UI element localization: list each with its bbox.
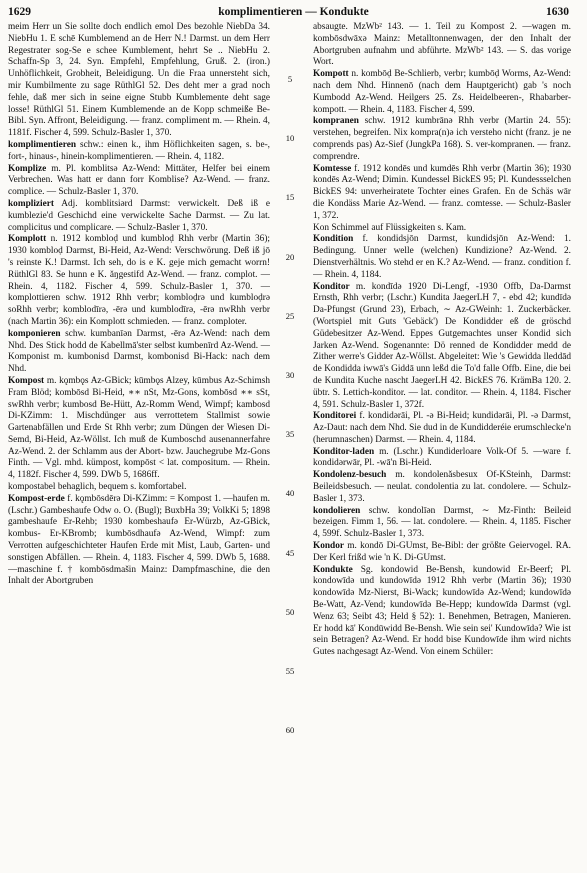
entry-text: m. (Lschr.) Kundiderloare Volk-Of 5. —ware f. kondidərwār, Pl. -wā'n Bi-Heid. — [313, 446, 571, 469]
running-header: komplimentieren — Kondukte — [218, 6, 369, 18]
line-number: 60 — [285, 725, 295, 736]
entry-headword: kondolieren — [313, 505, 361, 516]
line-number: 15 — [285, 192, 295, 203]
entry-headword: Kondolenz-besuch — [313, 470, 387, 481]
entry-text: n. 1912 kombloḍ und kumbloḍ Rhh verbr (Martin 36); 1930 kombloḍ Darmst, Bi-Heid, Az-Wend: Verschwörung. Deß iß jō 's reinste K.! Darmst. Ich seh, do is e K. geje mich gemacht worrn! RüthlGl 83. Se hunn e K. ăŋgestifd Az-Wend. — franz. complot. — Rhein. 4, 1182. Fischer 4, 599. Schulz-Basler 1, 370. — komplottieren schw. 1912 Rhh verbr; kombloḍrə und kumbloḍrə soRhh verbr; komblodīrə, -ērə und kumblodīrə, -ērə nwRhh verbr (nach Martin 36): ein Komplott schmieden. — franz. comploter. — [8, 234, 270, 327]
dictionary-entry — [313, 69, 571, 116]
dictionary-entry — [313, 565, 571, 659]
dictionary-entry — [8, 482, 270, 494]
entry-headword: Kondukte — [313, 564, 353, 575]
entry-text: m. kondō Di-GUmst, Be-Bibl: der größte Geiervogel. RA. Der Kerl frißd wie 'n K. Di-GUmst. — [313, 541, 571, 563]
entry-text: m. kǫmbǫs Az-GBick; kūmbǫs Alzey, kūmbus Az-Schimsh Fram Blöd; kombōsd Bi-Heid, ∗∗ nSt, Mz-Gons, kombōsd ∗∗ sSt, swRhh verbr; kumbosd Be-Hütt, Az-Romm Wend, Wimpf; kambosd Di-KZimm: 1. Mischdünger aus verrottetem Stallmist sowie Gartenabfällen und Erde St Rhh verbr; zum Düngen der Wiesen Di-Semd, Bi-Heid, Az-Wöllst. Ich muß de Kumboschd ausenannerfahre Az-Wend. 2. der Schlamm aus der Abort- bzw. Jauchegrube Mz-Gons Finth. — Vgl. mhd. kümpost, kompōst < lat. compositum. — Rhein. 4, 1182f. Fischer 4, 599. DWb 5, 1686ff. — [8, 375, 270, 481]
dictionary-entry — [313, 470, 571, 505]
line-number: 50 — [285, 606, 295, 617]
entry-text: schw. kondolīən Darmst, ∼ Mz-Finth: Beileid bezeigen. Fimm 1, 56. — lat. condolere. — Rhein. 4, 1185. Fischer 4, 599f. Schulz-Basler 1, 373. — [313, 505, 571, 540]
dictionary-entry — [8, 329, 270, 376]
line-number: 5 — [287, 74, 293, 84]
entry-text: schw.: einen k., ihm Höflichkeiten sagen, s. be-, fort-, hinaus-, hinein-komplimentieren. — Rhein. 4, 1182. — [8, 139, 270, 162]
line-number: 40 — [285, 488, 295, 499]
entry-text: absaugte. MzWb² 143. — 1. Teil zu Kompost 2. —wagen m. kombōsdwāxə Mainz: Metalltonnenwagen, der den Inhalt der Abortgruben aufnahm und abführte. MzWb² 143. — S. das vorige Wort. — [313, 22, 571, 68]
page-number-right: 1630 — [546, 6, 569, 18]
entry-text: m. kondīdə 1920 Di-Lengf, -1930 Offb, Da-Darmst Ernsth, Rhh verbr; (Lschr.) Kundita JaegerLH 7, - ebd 42; kundīdə Da-Pfungst (Grund 23), Erbach, ∼ Az-GWeinh: 1. Zuckerbäcker. (Wortspiel mit Guts 'Gebäck') De Kondidder eß de gröschd Güdebesitzer Az-Wend. Eppes Gutgemachtes unser Kondid sich Jarken Az-Wend. Sogenannte: Dö renned de Kondidder medd de Zither werre's Gidder Az-Wöllst. Abgeleitet: Wie 's Gewidda lleddād de Kondidda iwwā's Giddā unn leßd die To'd falle Offb. Eine, die bei de Kundita Kuche nascht JaegerLH 42. BickES 76. KrämBa 120. 2. übtr. S. Lettich-konditor. — lat. conditor. — Rhein. 4, 1184. Fischer 4, 591. Schulz-Basler 1, 372f. — [313, 281, 571, 410]
entry-text: Sg. kondowid Be-Bensh, kundowid Er-Beerf; Pl. kondowīdə und kundowīdə 1912 Rhh verbr (Martin 36); 1930 kondowīdə Mz-Nierst, Bi-Wack; kundowīdə Az-Wend; kundowīdə Be-Watt, Az-Vend; kundowīdə Be-Hepp; kundowīdə Darmst (vgl. Wenz 63; Seibt 43; Held § 52): 1. Benehmen, Betragen, Manieren. Er hodd kā' Kondūwidd Be-Bensh. Wie sein sei' Kundowīdə? Wie ist sein Betragen? Az-Wend. Er hodd bise Kundowīde ihm wird nichts Gutes nachgesagt Az-Wend. Von einem Schüler: — [313, 564, 571, 658]
dictionary-entry — [8, 22, 270, 140]
dictionary-entry — [8, 199, 270, 234]
entry-headword: kompranen — [313, 116, 359, 127]
entry-headword: Komplott — [8, 234, 47, 245]
entry-headword: komponieren — [8, 328, 61, 339]
entry-headword: Kompost — [8, 375, 45, 386]
entry-text: f. kondidsjōn Darmst, kundidsjōn Az-Wend: 1. Bedingung. Unner welle (welchen) Kundizione? Az-Wend. 2. Dienstverhältnis. Wo stehd er en K.? Az-Wend. — franz. condition f. — Rhein. 4, 1184. — [313, 234, 571, 280]
dictionary-entry — [313, 116, 571, 163]
line-number: 30 — [285, 370, 295, 380]
entry-headword: Konditor — [313, 281, 350, 292]
dictionary-entry — [8, 234, 270, 328]
dictionary-entry — [8, 376, 270, 482]
entry-headword: Konditor-laden — [313, 446, 375, 457]
dictionary-entry — [313, 447, 571, 471]
entry-headword: kompliziert — [8, 198, 54, 209]
entry-text: schw. kumbanīən Darmst, -ērə Az-Wend: nach dem Nhd. Des Stick hodd de Kabellmā'ster selbst kumbenīrd Az-Wend. — Komponist m. kumbonisd Darmst, kombonisd Bi-Hack: nach dem Nhd. — [8, 328, 270, 375]
entry-text: Adj. komblitsiərd Darmst: verwickelt. Deß iß e kumblezie'd Geschichd eine verwickelte Sache Darmst. — Zu lat. complicitus und complicare. — Schulz-Basler 1, 370. — [8, 198, 270, 233]
entry-text: f. 1912 kondēs und kumdēs Rhh verbr (Martin 36); 1930 kondēs Az-Wend; Dimin. Kundessel BickES 95; Pl. Kundessselchen BickES 94: unverheiratete Tochter eines Grafen. En de Schäs wār die Kondäss Marie Az-Wend. — franz. comtesse. — Schulz-Basler 1, 372. — [313, 163, 571, 221]
dictionary-entry — [313, 22, 571, 69]
entry-text: f. kondidərāi, Pl. -ə Bi-Heid; kundidərāi, Pl. -ə Darmst, Az-Daut: nach dem Nhd. Sie dud in de Kundidderéie erumschlecke'n (herumnaschen) Darmst. — Rhein. 4, 1184. — [313, 411, 571, 445]
line-number: 20 — [285, 251, 295, 262]
entry-text: Kon Schimmel auf Flüssigkeiten s. Kam. — [313, 222, 467, 233]
entry-headword: Komtesse — [313, 163, 352, 174]
entry-text: f. kǫmbōsdērə Di-KZimm: = Kompost 1. —haufen m. (Lschr.) Gambeshaufe Odw o. O. (Bugl); BuxbHa 39; VolkKi 5; 1898 gambeshaufe Er-Rehb; 1930 kombeshaufə Er-Würzb, Az-GBick, kombus- Er-KBromb; kumbōsdhaufə Az-Wend, Wimpf: zum Verrotten aufgeschichteter Haufen Erde mit Mist, Laub, Garten- und sonstigen Abfällen. — Rhein. 4, 1183. Fischer 4, 599. DWb 5, 1688. —maschine f. † kombōsdmašin Mainz: Dampfmaschine, die den Inhalt der Abortgruben — [8, 493, 270, 587]
dictionary-entry — [313, 541, 571, 565]
right-column — [313, 22, 571, 868]
line-number: 25 — [285, 310, 295, 321]
entry-text: n. kombōḍ Be-Schlierb, verbr; kumbōḍ Worms, Az-Wend: nach dem Nhd. Hinnenō (nach dem Hauptgericht) gab 's noch Kumbodd Az-Wend. Heilgers 25. Zs. Heidelbeeren-, Rhabarber-kompott. — Rhein. 4, 1183. Fischer 4, 599. — [313, 69, 571, 115]
line-number: 55 — [285, 666, 295, 676]
entry-text: meim Herr un Sie sollte doch endlich emol Des bezohle NiebDa 34. NiebHu 1. E schē Kumblemend an de Herr N.! Darmst. un dem Herr Regestrater sog-Se e schee Kumblement, hehrt Se .. NiebHu 2. Schaffn-Sp 3, 24. Syn. Empfehl, Empfehlung, Gruß. 2. (iron.) Unhöflichkeit, Grobheit, Beleidigung. Un die Fraa unnersteht sich, mir Kumbilmente zu sage RüthlGl 52. Des deht mer a grad noch fehle, daß mer sich in seine eigne Stubb Kumblemente deht sage losse! RüthlGl 51. Einem Kumblemende an de Kopp schmeiße Be-Bibl. Syn. Affront, Beleidigung. — franz. compliment m. — Rhein. 4, 1181f. Fischer 4, 599. Schulz-Basler 1, 370. — [8, 22, 270, 139]
line-number: 10 — [285, 133, 295, 144]
entry-headword: Komplize — [8, 163, 47, 174]
dictionary-entry — [8, 494, 270, 588]
entry-text: m. kondolenǎsbesux Of-KSteinh, Darmst: Beileidsbesuch. — neulat. condolentia zu lat. condolere. — Schulz-Basler 1, 373. — [313, 470, 571, 504]
entry-headword: Kompost-erde — [8, 493, 65, 504]
page-number-left: 1629 — [8, 6, 31, 18]
dictionary-entry — [313, 282, 571, 412]
line-number-gutter — [280, 0, 308, 873]
entry-headword: Kompott — [313, 69, 349, 80]
entry-text: m. Pl. komblitsə Az-Wend: Mittäter, Helfer bei einem Verbrechen. Was hatt er dann forr Komblise? Az-Wend. — franz. complice. — Schulz-Basler 1, 370. — [8, 163, 270, 198]
dictionary-entry — [313, 223, 571, 235]
line-number: 45 — [285, 547, 295, 558]
entry-headword: Kondition — [313, 234, 354, 245]
entry-text: schw. 1912 kumbrānə Rhh verbr (Martin 24. 55): verstehen, begreifen. Nix kompra(n)ə ich versteho nicht (franz. je ne comprends pas) Az-Sief (JungkPa 168). S. ver-kompranen. — franz. comprendre. — [313, 116, 571, 162]
left-column — [8, 22, 270, 868]
dictionary-entry — [313, 164, 571, 223]
dictionary-entry — [313, 411, 571, 446]
dictionary-entry — [313, 234, 571, 281]
dictionary-entry — [313, 506, 571, 541]
entry-headword: komplimentieren — [8, 139, 77, 150]
entry-text: kompostabel behaglich, bequem s. komfortabel. — [8, 482, 187, 493]
entry-headword: Konditorei — [313, 411, 357, 422]
dictionary-entry — [8, 140, 270, 164]
dictionary-entry — [8, 164, 270, 199]
line-number: 35 — [285, 429, 295, 440]
entry-headword: Kondor — [313, 541, 344, 552]
